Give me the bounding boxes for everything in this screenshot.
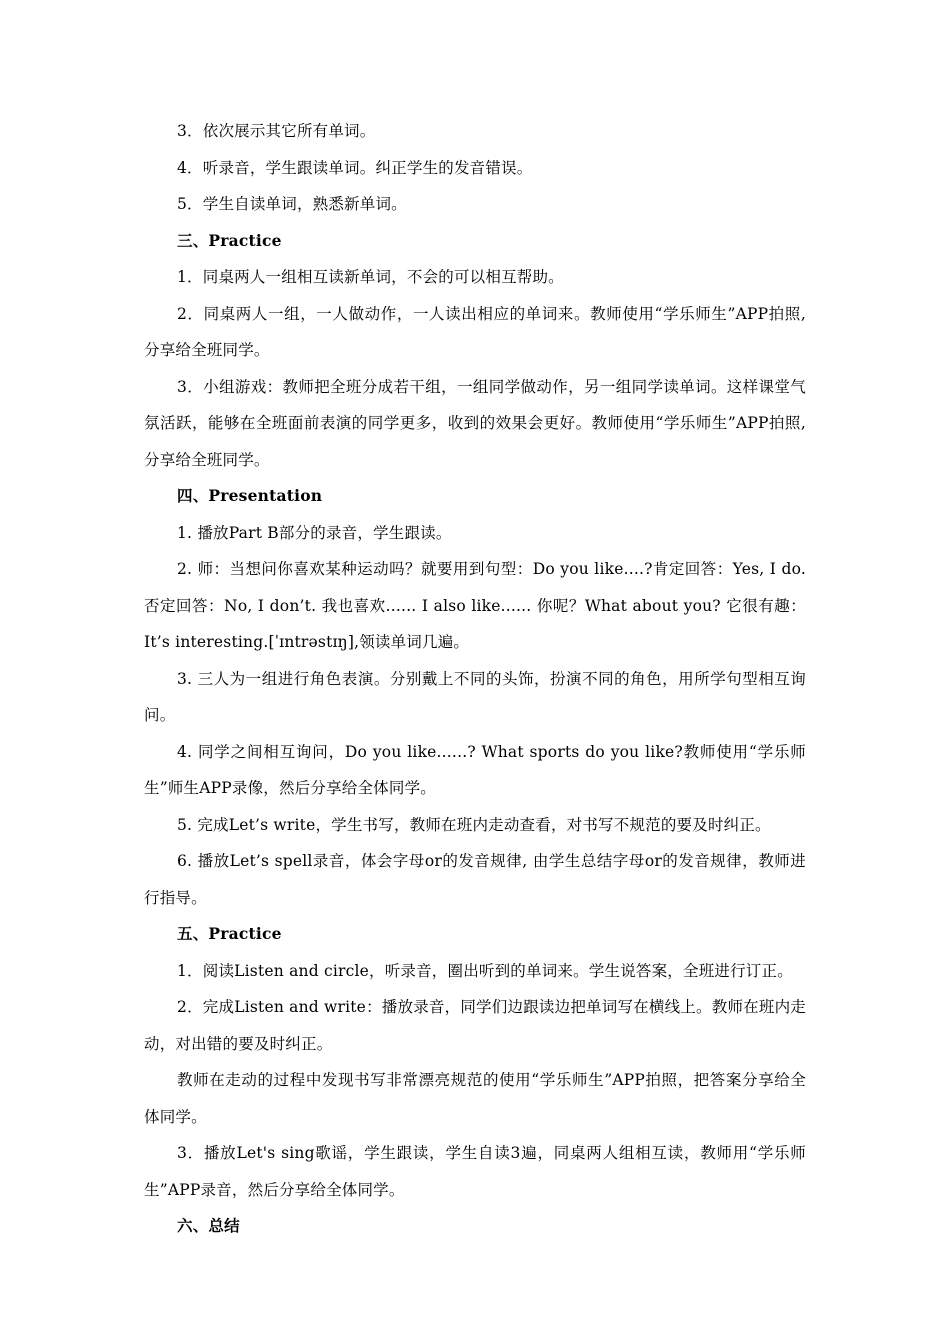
- paragraph-presentation-role-play: 3. 三人为一组进行角色表演。分别戴上不同的头饰，扮演不同的角色，用所学句型相互询问。: [144, 669, 806, 724]
- paragraph-step-3-show-words: 3．依次展示其它所有单词。: [177, 122, 376, 140]
- paragraph-presentation-lets-spell: 6. 播放Let’s spell录音，体会字母or的发音规律, 由学生总结字母or的发音规律，教师进行指导。: [144, 852, 806, 907]
- paragraph-practice-pair-action: 2．同桌两人一组，一人做动作，一人读出相应的单词来。教师使用“学乐师生”APP拍照,分享给全班同学。: [144, 304, 806, 359]
- section-heading-summary: 六、总结: [177, 1216, 240, 1235]
- section-heading-practice-3: 三、Practice: [177, 230, 282, 250]
- paragraph-practice-listen-circle: 1．阅读Listen and circle，听录音，圈出听到的单词来。学生说答案，全班进行订正。: [177, 961, 793, 980]
- paragraph-presentation-play-part-b: 1. 播放Part B部分的录音，学生跟读。: [177, 523, 452, 542]
- paragraph-presentation-sentence-patterns: 2. 师：当想问你喜欢某种运动吗？就要用到句型：Do you like....?肯定回答：Yes, I do.否定回答：No, I don’t. 我也喜欢...... I also like...... 你呢？What about you? 它很有趣：It’s interesting.[ˈɪntrəstɪŋ],领读单词几遍。: [144, 560, 806, 651]
- document-body: [144, 113, 806, 1245]
- paragraph-practice-share-answers: 教师在走动的过程中发现书写非常漂亮规范的使用“学乐师生”APP拍照，把答案分享给全体同学。: [144, 1071, 806, 1126]
- paragraph-presentation-ask-each-other: 4. 同学之间相互询问，Do you like......? What sports do you like?教师使用“学乐师生”师生APP录像，然后分享给全体同学。: [144, 742, 806, 797]
- section-heading-presentation: 四、Presentation: [177, 486, 323, 505]
- paragraph-practice-pair-read: 1．同桌两人一组相互读新单词，不会的可以相互帮助。: [177, 268, 564, 286]
- paragraph-practice-listen-write: 2．完成Listen and write：播放录音，同学们边跟读边把单词写在横线上。教师在班内走动，对出错的要及时纠正。: [144, 998, 806, 1053]
- paragraph-presentation-lets-write: 5. 完成Let’s write，学生书写，教师在班内走动查看，对书写不规范的要及时纠正。: [177, 815, 771, 834]
- paragraph-practice-lets-sing: 3．播放Let's sing歌谣，学生跟读，学生自读3遍，同桌两人组相互读，教师用“学乐师生”APP录音，然后分享给全体同学。: [144, 1144, 806, 1199]
- paragraph-step-4-listen-recording: 4．听录音，学生跟读单词。纠正学生的发音错误。: [177, 158, 533, 177]
- section-heading-practice-5: 五、Practice: [177, 924, 282, 943]
- paragraph-practice-group-game: 3．小组游戏：教师把全班分成若干组，一组同学做动作，另一组同学读单词。这样课堂气氛活跃，能够在全班面前表演的同学更多，收到的效果会更好。教师使用“学乐师生”APP拍照,分享给全班同学。: [144, 377, 806, 469]
- paragraph-step-5-self-read: 5．学生自读单词，熟悉新单词。: [177, 195, 407, 213]
